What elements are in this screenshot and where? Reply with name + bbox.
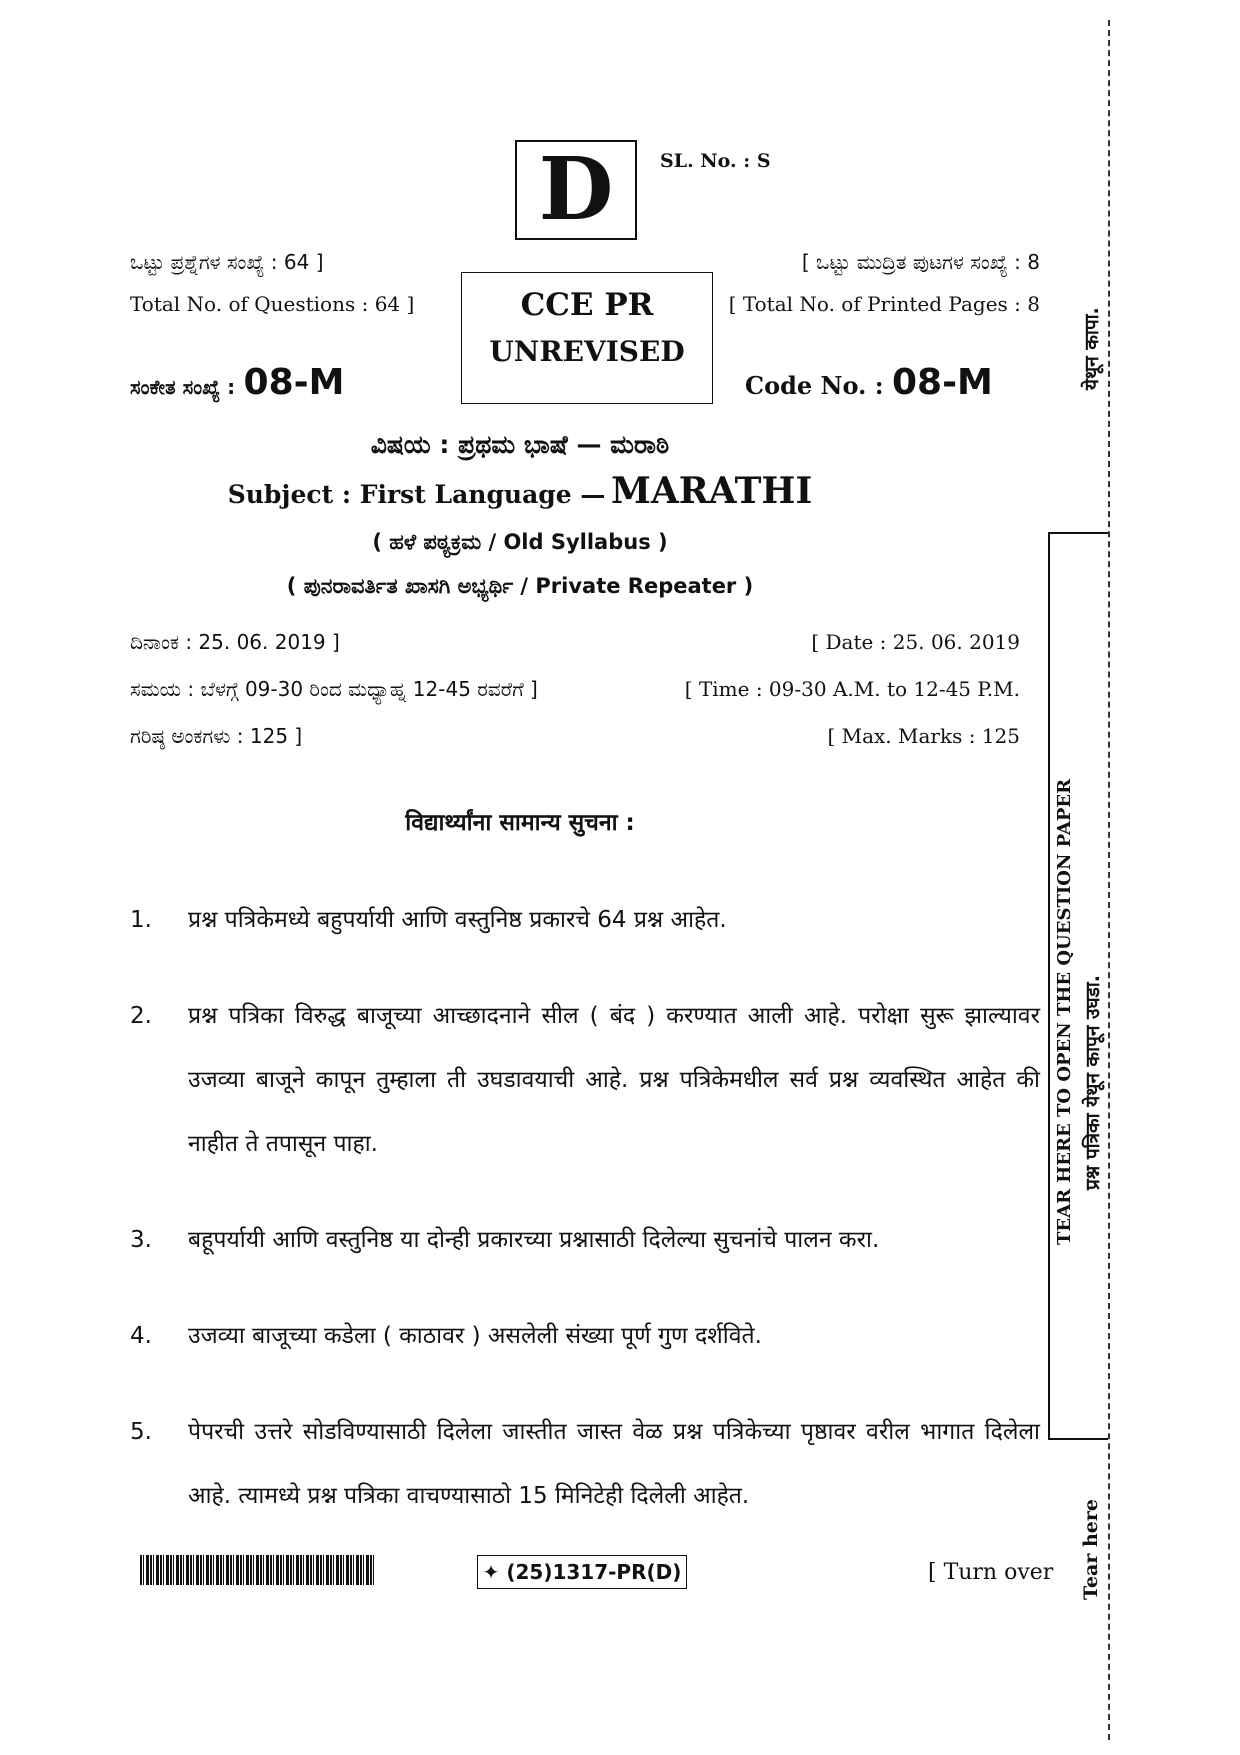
serial-number: SL. No. : S xyxy=(660,150,771,172)
tear-here-marathi-label: प्रश्न पत्रिका येथून कापून उघडा. xyxy=(1082,975,1104,1190)
instruction-number: 1. xyxy=(130,907,152,933)
cce-revision: UNREVISED xyxy=(489,335,685,368)
paper-code: ✦ (25)1317-PR(D) xyxy=(477,1555,687,1589)
time-kannada: ಸಮಯ : ಬೆಳಗ್ಗೆ 09-30 ರಿಂದ ಮಧ್ಯಾಹ್ನ 12-45 ರವರೆಗೆ ] xyxy=(130,677,538,701)
instruction-text: बहूपर्यायी आणि वस्तुनिष्ठ या दोन्ही प्रकारच्या प्रश्नासाठी दिलेल्या सुचनांचे पालन करा. xyxy=(188,1227,880,1253)
questions-count-kannada: ಒಟ್ಟು ಪ್ರಶ್ನೆಗಳ ಸಂಖ್ಯೆ : 64 ] xyxy=(130,250,324,274)
instructions-heading: विद्यार्थ्यांना सामान्य सुचना : xyxy=(405,810,635,836)
candidate-type: ( ಪುನರಾವರ್ತಿತ ಖಾಸಗಿ ಅಭ್ಯರ್ಥಿ / Private Repeater ) xyxy=(286,574,754,598)
cce-status-box xyxy=(461,272,713,404)
subject-prefix: Subject : First Language — xyxy=(227,480,606,509)
subject-kannada: ವಿಷಯ : ಪ್ರಥಮ ಭಾಷೆ — ಮರಾಠಿ xyxy=(370,430,670,459)
barcode xyxy=(140,1555,376,1585)
instruction-item xyxy=(130,1208,1040,1304)
instruction-number: 5. xyxy=(130,1419,152,1445)
instructions-list xyxy=(130,888,1040,1540)
instruction-text: पेपरची उत्तरे सोडविण्यासाठी दिलेला जास्तीत जास्त वेळ प्रश्न पत्रिकेच्या पृष्ठावर वरील भागात दिलेला आहे. त्यामध्ये प्रश्न पत्रिका वाचण्यासाठो 15 मिनिटेही दिलेली आहेत. xyxy=(188,1419,1040,1509)
instruction-number: 3. xyxy=(130,1227,152,1253)
instruction-item xyxy=(130,888,1040,984)
pages-count-kannada: [ ಒಟ್ಟು ಮುದ್ರಿತ ಪುಟಗಳ ಸಂಖ್ಯೆ : 8 xyxy=(801,250,1040,274)
instruction-item xyxy=(130,1400,1040,1540)
code-kannada xyxy=(130,362,344,403)
cce-title: CCE PR xyxy=(520,287,654,323)
marks-english: [ Max. Marks : 125 xyxy=(827,724,1020,748)
syllabus-type: ( ಹಳೆ ಪಠ್ಯಕ್ರಮ / Old Syllabus ) xyxy=(372,530,668,554)
code-kannada-label: ಸಂಕೇತ ಸಂಖ್ಯೆ : xyxy=(130,375,236,399)
date-english: [ Date : 25. 06. 2019 xyxy=(811,630,1020,654)
pages-count-english: [ Total No. of Printed Pages : 8 xyxy=(728,292,1040,316)
tear-here-english-label: TEAR HERE TO OPEN THE QUESTION PAPER xyxy=(1054,778,1075,1245)
code-english xyxy=(745,362,993,403)
instruction-number: 2. xyxy=(130,1003,152,1029)
paper-set-letter: D xyxy=(515,140,637,240)
tear-dashed-line[interactable] xyxy=(1108,20,1110,1740)
instruction-text: उजव्या बाजूच्या कडेला ( काठावर ) असलेली संख्या पूर्ण गुण दर्शविते. xyxy=(188,1323,762,1349)
cut-here-marathi-top: येथून कापा. xyxy=(1081,307,1103,390)
turn-over-label: [ Turn over xyxy=(928,1560,1054,1585)
subject-english xyxy=(0,470,1040,512)
date-kannada: ದಿನಾಂಕ : 25. 06. 2019 ] xyxy=(130,630,340,654)
questions-count-english: Total No. of Questions : 64 ] xyxy=(130,292,415,316)
instruction-item xyxy=(130,984,1040,1208)
marks-kannada: ಗರಿಷ್ಠ ಅಂಕಗಳು : 125 ] xyxy=(130,724,303,748)
time-english: [ Time : 09-30 A.M. to 12-45 P.M. xyxy=(684,677,1020,701)
code-english-label: Code No. : xyxy=(745,371,884,400)
code-kannada-value: 08-M xyxy=(243,362,345,403)
instruction-text: प्रश्न पत्रिकेमध्ये बहुपर्यायी आणि वस्तुनिष्ठ प्रकारचे 64 प्रश्न आहेत. xyxy=(188,907,727,933)
instruction-number: 4. xyxy=(130,1323,152,1349)
code-english-value: 08-M xyxy=(891,362,993,403)
tear-here-label: Tear here xyxy=(1080,1499,1102,1600)
instruction-item xyxy=(130,1304,1040,1400)
subject-name: MARATHI xyxy=(610,470,813,512)
instruction-text: प्रश्न पत्रिका विरुद्ध बाजूच्या आच्छादनाने सील ( बंद ) करण्यात आली आहे. परोक्षा सुरू झाल्यावर उजव्या बाजूने कापून तुम्हाला ती उघडावयाची आहे. प्रश्न पत्रिकेमधील सर्व प्रश्न व्यवस्थित आहेत की नाहीत ते तपासून पाहा. xyxy=(188,1003,1040,1157)
